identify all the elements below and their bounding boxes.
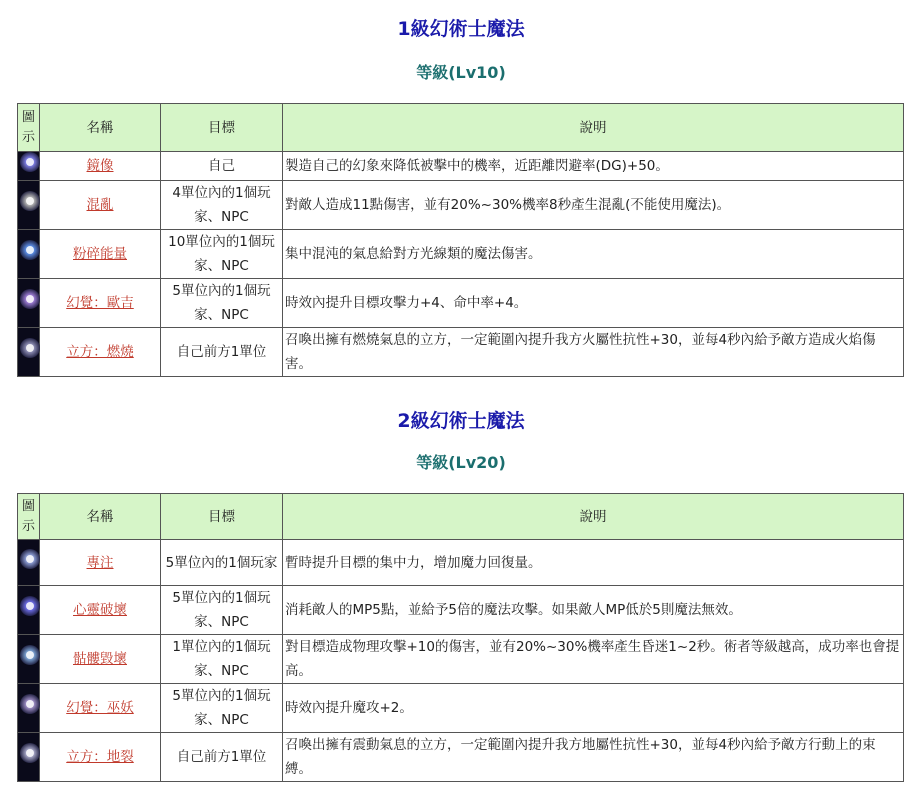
- skill-name-cell: [40, 540, 161, 586]
- table-row: [18, 181, 904, 230]
- skill-description: 召喚出擁有震動氣息的立方，一定範圍內提升我方地屬性抗性+30，並每4秒內給予敵方行動上的束縛。: [283, 733, 904, 782]
- table-row: [18, 152, 904, 181]
- skill-name-cell: [40, 181, 161, 230]
- table-row: [18, 586, 904, 635]
- skill-description: 消耗敵人的MP5點，並給予5倍的魔法攻擊。如果敵人MP低於5則魔法無效。: [283, 586, 904, 635]
- table-row: [18, 328, 904, 377]
- section-1-title: 1級幻術士魔法: [397, 18, 525, 40]
- skill-icon-cell: [18, 181, 40, 230]
- skill-target: 自己前方1單位: [161, 328, 283, 377]
- cube-ignition-icon: [20, 338, 40, 358]
- section-2-title: 2級幻術士魔法: [397, 410, 525, 432]
- header-icon: 圖示: [18, 494, 40, 540]
- table-row: [18, 279, 904, 328]
- skill-name-cell: [40, 733, 161, 782]
- header-icon: 圖示: [18, 104, 40, 152]
- skill-name-link[interactable]: 骷髏毀壞: [73, 651, 127, 667]
- section-2-level: 等級(Lv20): [416, 453, 506, 472]
- table-row: [18, 230, 904, 279]
- skill-target: 5單位內的1個玩家、NPC: [161, 586, 283, 635]
- skill-name-link[interactable]: 幻覺：巫妖: [66, 700, 134, 716]
- skill-icon-cell: [18, 733, 40, 782]
- table-row: [18, 635, 904, 684]
- table-header-row: [18, 104, 904, 152]
- skill-target: 自己前方1單位: [161, 733, 283, 782]
- bone-break-icon: [20, 645, 40, 665]
- skill-name-link[interactable]: 立方：地裂: [66, 749, 134, 765]
- skill-name-cell: [40, 152, 161, 181]
- skill-icon-cell: [18, 635, 40, 684]
- skill-target: 5單位內的1個玩家、NPC: [161, 279, 283, 328]
- header-desc: 說明: [283, 494, 904, 540]
- magic-table-level-1: [17, 103, 904, 377]
- magic-table-level-2: [17, 493, 904, 782]
- concentration-icon: [20, 549, 40, 569]
- skill-description: 召喚出擁有燃燒氣息的立方，一定範圍內提升我方火屬性抗性+30，並每4秒內給予敵方造成火焰傷害。: [283, 328, 904, 377]
- table-row: [18, 540, 904, 586]
- skill-description: 集中混沌的氣息給對方光線類的魔法傷害。: [283, 230, 904, 279]
- skill-target: 5單位內的1個玩家、NPC: [161, 684, 283, 733]
- skill-target: 5單位內的1個玩家: [161, 540, 283, 586]
- mind-break-diamond-icon: [20, 596, 40, 616]
- skill-target: 10單位內的1個玩家、NPC: [161, 230, 283, 279]
- confusion-icon: [20, 191, 40, 211]
- cube-quake-icon: [20, 743, 40, 763]
- skill-name-cell: [40, 230, 161, 279]
- mind-break-icon: [20, 240, 40, 260]
- section-1-level: 等級(Lv10): [416, 63, 506, 82]
- skill-name-link[interactable]: 混亂: [86, 197, 114, 213]
- skill-icon-cell: [18, 540, 40, 586]
- table-header-row: [18, 494, 904, 540]
- header-target: 目標: [161, 494, 283, 540]
- skill-name-link[interactable]: 幻覺：歐吉: [66, 295, 134, 311]
- illusion-ogre-icon: [20, 289, 40, 309]
- skill-name-link[interactable]: 粉碎能量: [73, 246, 127, 262]
- skill-name-link[interactable]: 立方：燃燒: [66, 344, 134, 360]
- skill-description: 對目標造成物理攻擊+10的傷害，並有20%~30%機率產生昏迷1~2秒。術者等級越高，成功率也會提高。: [283, 635, 904, 684]
- skill-description: 暫時提升目標的集中力，增加魔力回復量。: [283, 540, 904, 586]
- skill-icon-cell: [18, 279, 40, 328]
- skill-icon-cell: [18, 328, 40, 377]
- skill-icon-cell: [18, 684, 40, 733]
- header-name: 名稱: [40, 104, 161, 152]
- skill-name-cell: [40, 586, 161, 635]
- skill-name-cell: [40, 635, 161, 684]
- table-row: [18, 684, 904, 733]
- illusion-lich-icon: [20, 694, 40, 714]
- skill-target: 自己: [161, 152, 283, 181]
- skill-description: 時效內提升目標攻擊力+4、命中率+4。: [283, 279, 904, 328]
- skill-icon-cell: [18, 586, 40, 635]
- skill-target: 4單位內的1個玩家、NPC: [161, 181, 283, 230]
- table-row: [18, 733, 904, 782]
- skill-name-cell: [40, 684, 161, 733]
- skill-description: 製造自己的幻象來降低被擊中的機率，近距離閃避率(DG)+50。: [283, 152, 904, 181]
- mirror-image-icon: [20, 152, 40, 172]
- skill-description: 時效內提升魔攻+2。: [283, 684, 904, 733]
- skill-name-link[interactable]: 心靈破壞: [73, 602, 127, 618]
- skill-name-cell: [40, 328, 161, 377]
- skill-description: 對敵人造成11點傷害，並有20%~30%機率8秒產生混亂(不能使用魔法)。: [283, 181, 904, 230]
- skill-name-cell: [40, 279, 161, 328]
- skill-name-link[interactable]: 專注: [86, 554, 114, 571]
- header-desc: 說明: [283, 104, 904, 152]
- skill-name-link[interactable]: 鏡像: [86, 158, 114, 174]
- header-target: 目標: [161, 104, 283, 152]
- skill-icon-cell: [18, 230, 40, 279]
- skill-target: 1單位內的1個玩家、NPC: [161, 635, 283, 684]
- header-name: 名稱: [40, 494, 161, 540]
- skill-icon-cell: [18, 152, 40, 181]
